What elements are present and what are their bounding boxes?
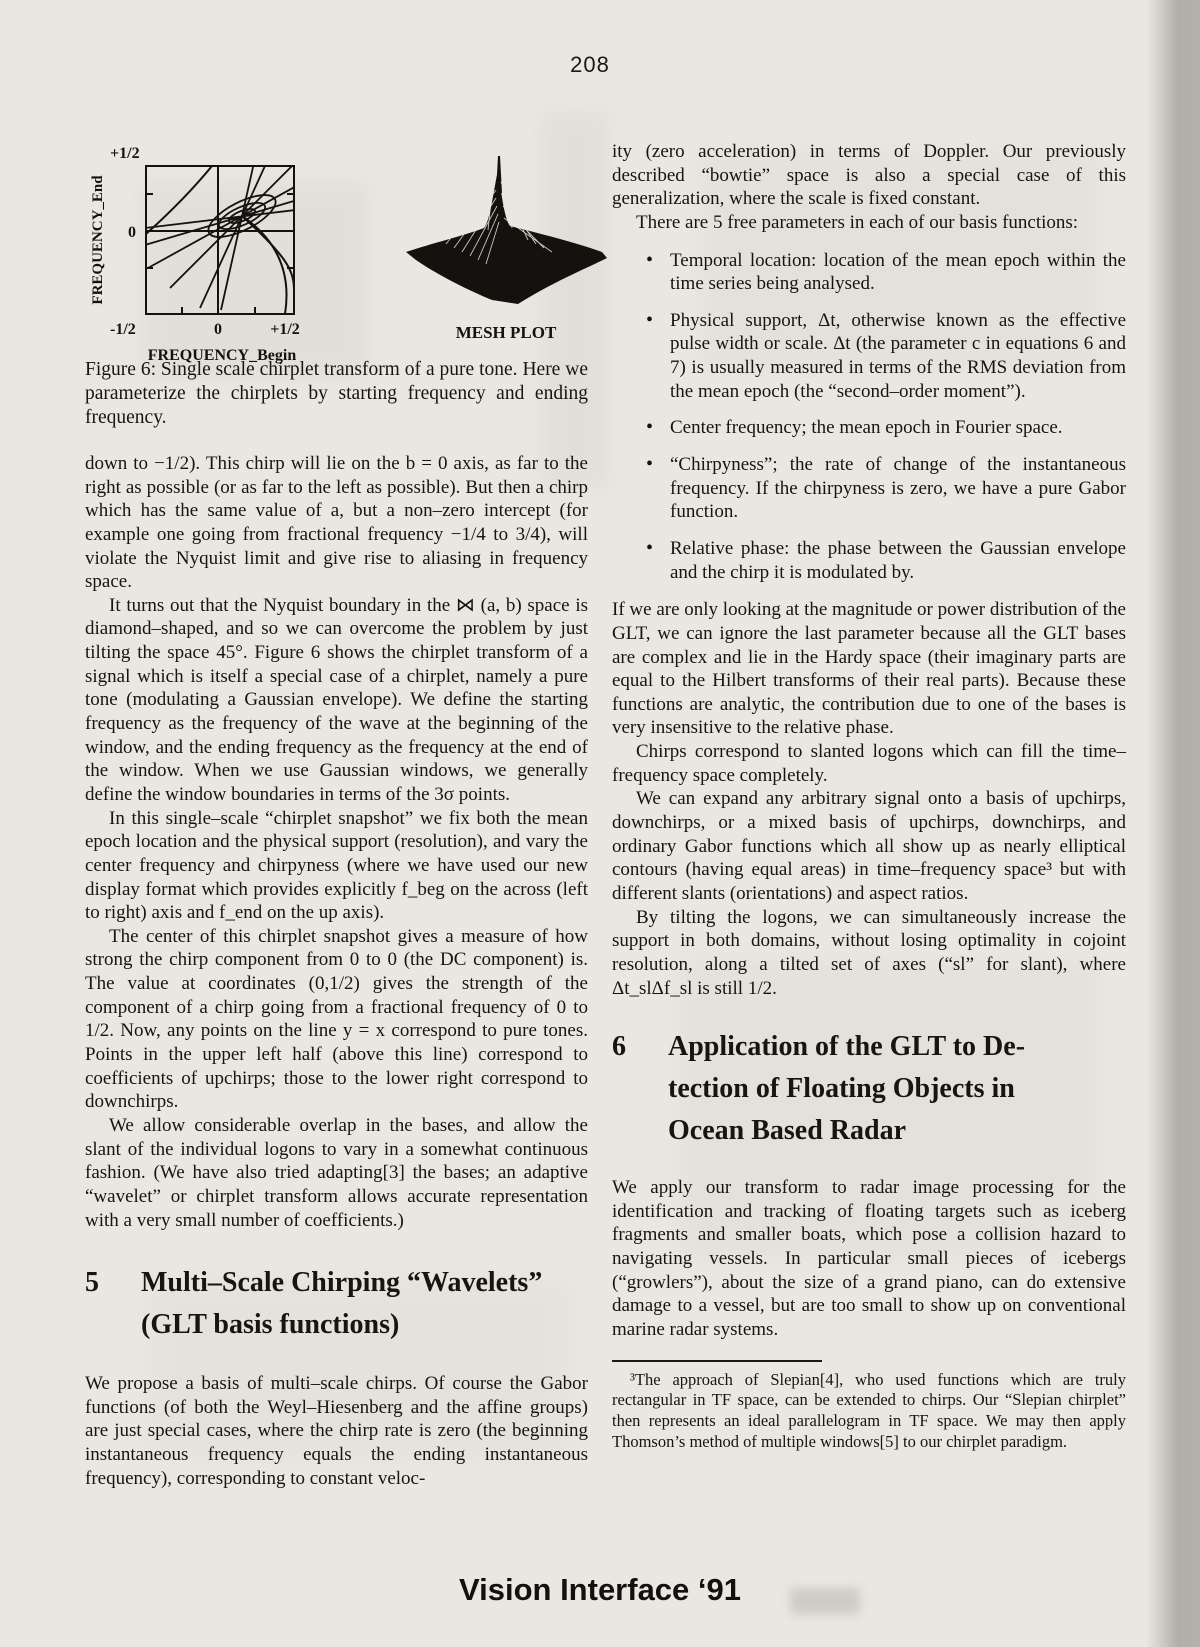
page-number: 208: [570, 52, 610, 77]
section6-number: 6: [612, 1031, 626, 1063]
paragraph: By tilting the logons, we can simultaneously increase the support in both domains, without losing optimality in cojoint resolution, along a tilted set of axes (“sl” for slant), where Δt_slΔf_sl is still 1/2.: [612, 906, 1126, 999]
y-mid-tick-label: 0: [128, 224, 136, 241]
paragraph: ity (zero acceleration) in terms of Doppler. Our previously described “bowtie” space is also a special case of this generalization, where the scale is fixed constant.: [612, 141, 1126, 210]
bullet-item: • Physical support, Δt, otherwise known as the effective pulse width or scale. Δt (the parameter c in equations 6 and 7) is usually measured in terms of the RMS deviation from the mean epoch (the “second–order moment”).: [646, 309, 1126, 404]
section6-title-line2: tection of Floating Objects in: [668, 1073, 1015, 1105]
mesh-plot-label: MESH PLOT: [455, 323, 557, 342]
section5-title-line1: Multi–Scale Chirping “Wavelets”: [141, 1267, 543, 1299]
paragraph: The center of this chirplet snapshot gives a measure of how strong the chirp component from 0 to 0 (the DC component) is. The value at coordinates (0,1/2) gives the strength of the component of a chirp going from a fractional frequency of 0 to 1/2. Now, any points on the line y = x correspond to pure tones. Points in the upper left half (above this line) correspond to coefficients of upchirps; those to the lower right correspond to downchirps.: [85, 925, 588, 1113]
mesh-plot-canvas: [388, 148, 623, 348]
x-right-tick-label: +1/2: [270, 321, 300, 338]
left-column: [85, 452, 588, 1490]
paragraph: There are 5 free parameters in each of our basis functions:: [636, 211, 1079, 233]
paragraph: We apply our transform to radar image processing for the identification and tracking of floating targets such as iceberg fragments and smaller boats, which pose a collision hazard to navigating vessels. In particular small pieces of icebergs (“growlers”), about the size of a grand piano, can do extensive damage to a vessel, but are too small to show up on conventional marine radar systems.: [612, 1177, 1126, 1340]
contour-curves: [118, 138, 358, 314]
mesh-surface: [406, 156, 607, 304]
footnote: ³The approach of Slepian[4], who used functions which are truly rectangular in TF space, can be extended to chirps. Our “Slepian chirplet” then represents an ideal parallelogram in TF space. We may then apply Thomson’s method of multiple windows[5] to our chirplet paradigm.: [612, 1369, 1126, 1451]
x-axis-label: FREQUENCY_Begin: [147, 347, 297, 364]
right-column: [612, 140, 1126, 1453]
parameter-bullet-list: [612, 249, 1126, 585]
x-mid-tick-label: 0: [214, 321, 222, 338]
section5-title-line2: (GLT basis functions): [141, 1309, 400, 1341]
paragraph: We can expand any arbitrary signal onto a basis of upchirps, downchirps, or a mixed basis of upchirps, downchirps, and ordinary Gabor functions which all show up as nearly elliptical contours (having equal areas) in time–frequency space³ but with different slants (orientations) and aspect ratios.: [612, 788, 1126, 904]
paragraph: Chirps correspond to slanted logons which can fill the time–frequency space completely.: [612, 741, 1126, 786]
bullet-item: • Temporal location: location of the mean epoch within the time series being analysed.: [646, 249, 1126, 296]
figure6-mesh-plot: [388, 148, 623, 353]
paragraph: We propose a basis of multi–scale chirps. Of course the Gabor functions (of both the Weyl–Hiesenberg and the affine groups) are just special cases, where the chirp rate is zero (the beginning instantaneous frequency equals the ending instantaneous frequency), corresponding to constant veloc-: [85, 1373, 588, 1489]
footnote-rule: [612, 1360, 822, 1362]
contour-plot-canvas: [88, 138, 368, 370]
bullet-item: • Center frequency; the mean epoch in Fourier space.: [646, 416, 1126, 440]
y-top-tick-label: +1/2: [110, 145, 140, 162]
conference-footer: Vision Interface ‘91: [459, 1572, 741, 1607]
section6-heading: [612, 1026, 1126, 1152]
paragraph: It turns out that the Nyquist boundary in the ⋈ (a, b) space is diamond–shaped, and so we can overcome the problem by just tilting the space 45°. Figure 6 shows the chirplet transform of a signal which is itself a special case of a chirplet, namely a pure tone (modulating a Gaussian envelope). We define the starting frequency as the frequency of the wave at the beginning of the window, and the ending frequency as the frequency at the end of the window. When we use Gaussian windows, we generally define the window boundaries in terms of the 3σ points.: [85, 594, 588, 805]
paragraph: down to −1/2). This chirp will lie on the b = 0 axis, as far to the right as possible (or as far to the left as possible). But then a chirp which has the same value of a, but a non–zero intercept (for example one going from fractional frequency −1/4 to 3/4), will violate the Nyquist limit and give rise to aliasing in frequency space.: [85, 453, 588, 593]
paragraph: We allow considerable overlap in the bases, and allow the slant of the individual logons to vary in a somewhat continuous fashion. (We have also tried adapting[3] the bases; an adaptive “wavelet” or chirplet transform allows accurate representation with a very small number of coefficients.): [85, 1114, 588, 1231]
paragraph: In this single–scale “chirplet snapshot” we fix both the mean epoch location and the physical support (resolution), and vary the center frequency and chirpyness (where we have used our new display format which provides explicitly f_beg on the across (left to right) axis and f_end on the up axis).: [85, 807, 588, 924]
section6-title-line1: Application of the GLT to De-: [668, 1031, 1026, 1063]
scan-edge-band: [1146, 0, 1200, 1647]
figure6-caption: Figure 6: Single scale chirplet transform of a pure tone. Here we parameterize the chirplets by starting frequency and ending frequency.: [85, 359, 588, 428]
bullet-item: • Relative phase: the phase between the Gaussian envelope and the chirp it is modulated by.: [646, 537, 1126, 584]
section6-title-line3: Ocean Based Radar: [668, 1115, 906, 1147]
figure6-contour-plot: [88, 138, 368, 375]
plot-frame: [146, 166, 294, 314]
x-left-tick-label: -1/2: [110, 321, 136, 338]
paragraph: If we are only looking at the magnitude or power distribution of the GLT, we can ignore the last parameter because all the GLT bases are complex and lie in the Hardy space (their imaginary parts are equal to the Hilbert transforms of their real parts). Because these functions are analytic, the contribution due to one of the bases is very insensitive to the relative phase.: [612, 599, 1126, 739]
y-axis-label: FREQUENCY_End: [90, 175, 106, 305]
bullet-item: • “Chirpyness”; the rate of change of the instantaneous frequency. If the chirpyness is zero, we have a pure Gabor function.: [646, 453, 1126, 524]
section5-number: 5: [85, 1267, 99, 1299]
section5-heading: [85, 1262, 588, 1346]
